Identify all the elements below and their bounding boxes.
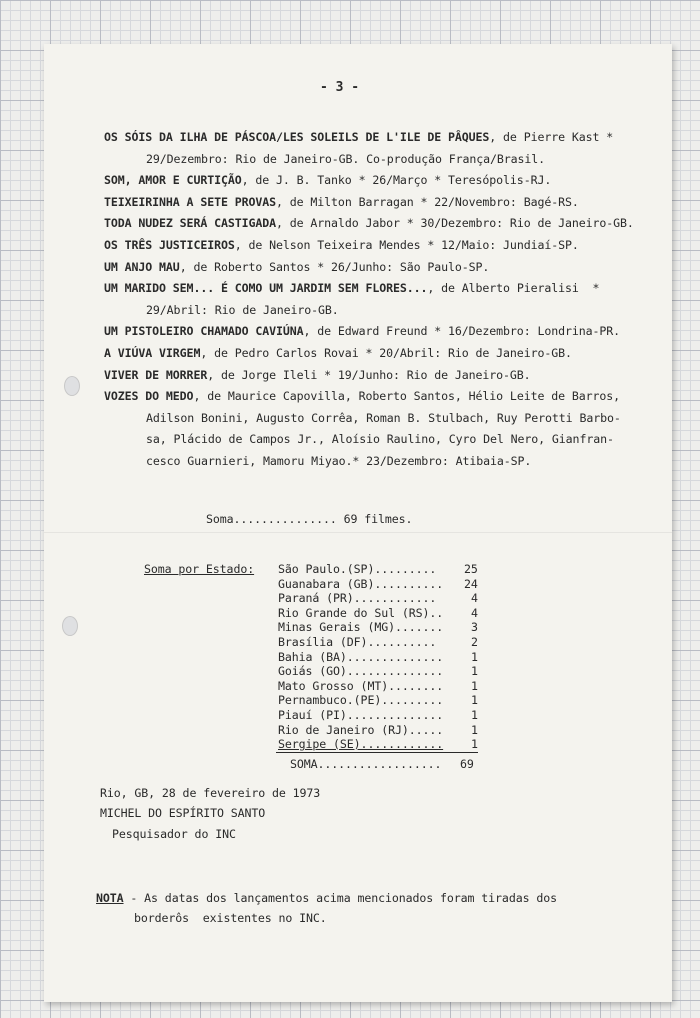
film-entry — [104, 389, 620, 403]
film-details: sa, Plácido de Campos Jr., Aloísio Raulino, Cyro Del Nero, Gianfran- — [146, 432, 614, 446]
state-name: Guanabara (GB).......... — [278, 577, 444, 591]
state-name: Bahia (BA).............. — [278, 650, 444, 664]
film-entry — [104, 130, 613, 144]
film-details: , de Roberto Santos * 26/Junho: São Paulo-SP. — [179, 260, 490, 274]
film-details: , de Arnaldo Jabor * 30/Dezembro: Rio de Janeiro-GB. — [276, 216, 634, 230]
film-title: OS TRÊS JUSTICEIROS — [104, 238, 235, 252]
state-name: Minas Gerais (MG)....... — [278, 620, 444, 634]
state-name: Rio de Janeiro (RJ)..... — [278, 723, 444, 737]
film-title: SOM, AMOR E CURTIÇÃO — [104, 173, 242, 187]
page-number: - 3 - — [320, 80, 360, 95]
film-details: , de Nelson Teixeira Mendes * 12/Maio: Jundiaí-SP. — [234, 238, 579, 252]
note-text-1: - As datas dos lançamentos acima mencionados foram tiradas dos — [123, 891, 557, 905]
state-name: São Paulo.(SP)......... — [278, 562, 437, 576]
document-page — [44, 44, 672, 1002]
signatory-role: Pesquisador do INC — [112, 827, 236, 841]
signatory-name: MICHEL DO ESPÍRITO SANTO — [100, 806, 266, 820]
place-date: Rio, GB, 28 de fevereiro de 1973 — [100, 786, 321, 800]
film-details: , de Milton Barragan * 22/Novembro: Bagé-RS. — [276, 195, 579, 209]
note-text-2: borderôs existentes no INC. — [134, 911, 327, 925]
sum-rule — [276, 752, 478, 753]
state-count: 4 — [471, 591, 478, 605]
film-title: A VIÚVA VIRGEM — [104, 346, 201, 360]
film-entry-continuation — [146, 303, 339, 317]
note-line-1 — [96, 891, 557, 905]
film-entry — [104, 346, 572, 360]
film-details: Adilson Bonini, Augusto Corrêa, Roman B. Stulbach, Ruy Perotti Barbo- — [146, 411, 621, 425]
state-count: 1 — [471, 723, 478, 737]
state-total-value: 69 — [460, 757, 474, 771]
state-name: Mato Grosso (MT)........ — [278, 679, 444, 693]
film-title: UM MARIDO SEM... É COMO UM JARDIM SEM FLORES... — [104, 281, 428, 295]
film-details: , de Jorge Ileli * 19/Junho: Rio de Janeiro-GB. — [207, 368, 531, 382]
film-entry — [104, 195, 579, 209]
film-details: , de Maurice Capovilla, Roberto Santos, Hélio Leite de Barros, — [193, 389, 621, 403]
film-title: TEIXEIRINHA A SETE PROVAS — [104, 195, 277, 209]
state-count: 1 — [471, 679, 478, 693]
state-count: 1 — [471, 650, 478, 664]
film-entry-continuation — [146, 454, 531, 468]
state-count: 3 — [471, 620, 478, 634]
film-details: , de Pierre Kast * — [489, 130, 614, 144]
film-title: OS SÓIS DA ILHA DE PÁSCOA/LES SOLEILS DE L'ILE DE PÂQUES — [104, 130, 490, 144]
state-name: Piauí (PI).............. — [278, 708, 444, 722]
state-name: Sergipe (SE)............ — [278, 737, 444, 751]
film-details: cesco Guarnieri, Mamoru Miyao.* 23/Dezembro: Atibaia-SP. — [146, 454, 532, 468]
total-films: Soma............... 69 filmes. — [206, 512, 413, 526]
film-title: VIVER DE MORRER — [104, 368, 208, 382]
film-title: TODA NUDEZ SERÁ CASTIGADA — [104, 216, 277, 230]
film-entry-continuation — [146, 152, 545, 166]
state-count: 2 — [471, 635, 478, 649]
state-total-label: SOMA.................. — [290, 757, 442, 771]
punch-hole — [62, 616, 78, 636]
film-entry-continuation — [146, 411, 621, 425]
state-name: Pernambuco.(PE)......... — [278, 693, 444, 707]
film-title: VOZES DO MEDO — [104, 389, 194, 403]
film-details: , de J. B. Tanko * 26/Março * Teresópolis-RJ. — [241, 173, 552, 187]
film-entry-continuation — [146, 432, 614, 446]
film-details: , de Alberto Pieralisi * — [427, 281, 600, 295]
state-count: 1 — [471, 693, 478, 707]
film-details: , de Edward Freund * 16/Dezembro: Londrina-PR. — [303, 324, 621, 338]
note-label: NOTA — [96, 891, 124, 905]
fold-line — [44, 532, 672, 533]
state-count: 25 — [464, 562, 478, 576]
film-entry — [104, 368, 531, 382]
film-entry — [104, 281, 599, 295]
state-summary-label: Soma por Estado: — [144, 562, 255, 576]
state-count: 1 — [471, 664, 478, 678]
state-count: 24 — [464, 577, 478, 591]
film-details: , de Pedro Carlos Rovai * 20/Abril: Rio de Janeiro-GB. — [200, 346, 572, 360]
state-name: Rio Grande do Sul (RS).. — [278, 606, 444, 620]
film-entry — [104, 324, 620, 338]
state-count: 1 — [471, 708, 478, 722]
film-entry — [104, 260, 489, 274]
state-count: 1 — [471, 737, 478, 751]
film-title: UM PISTOLEIRO CHAMADO CAVIÚNA — [104, 324, 304, 338]
film-entry — [104, 216, 634, 230]
state-count: 4 — [471, 606, 478, 620]
film-entry — [104, 173, 551, 187]
film-details: 29/Dezembro: Rio de Janeiro-GB. Co-produção França/Brasil. — [146, 152, 546, 166]
state-name: Goiás (GO).............. — [278, 664, 444, 678]
film-details: 29/Abril: Rio de Janeiro-GB. — [146, 303, 339, 317]
state-name: Paraná (PR)............ — [278, 591, 437, 605]
film-entry — [104, 238, 579, 252]
film-title: UM ANJO MAU — [104, 260, 180, 274]
state-name: Brasília (DF).......... — [278, 635, 437, 649]
punch-hole — [64, 376, 80, 396]
